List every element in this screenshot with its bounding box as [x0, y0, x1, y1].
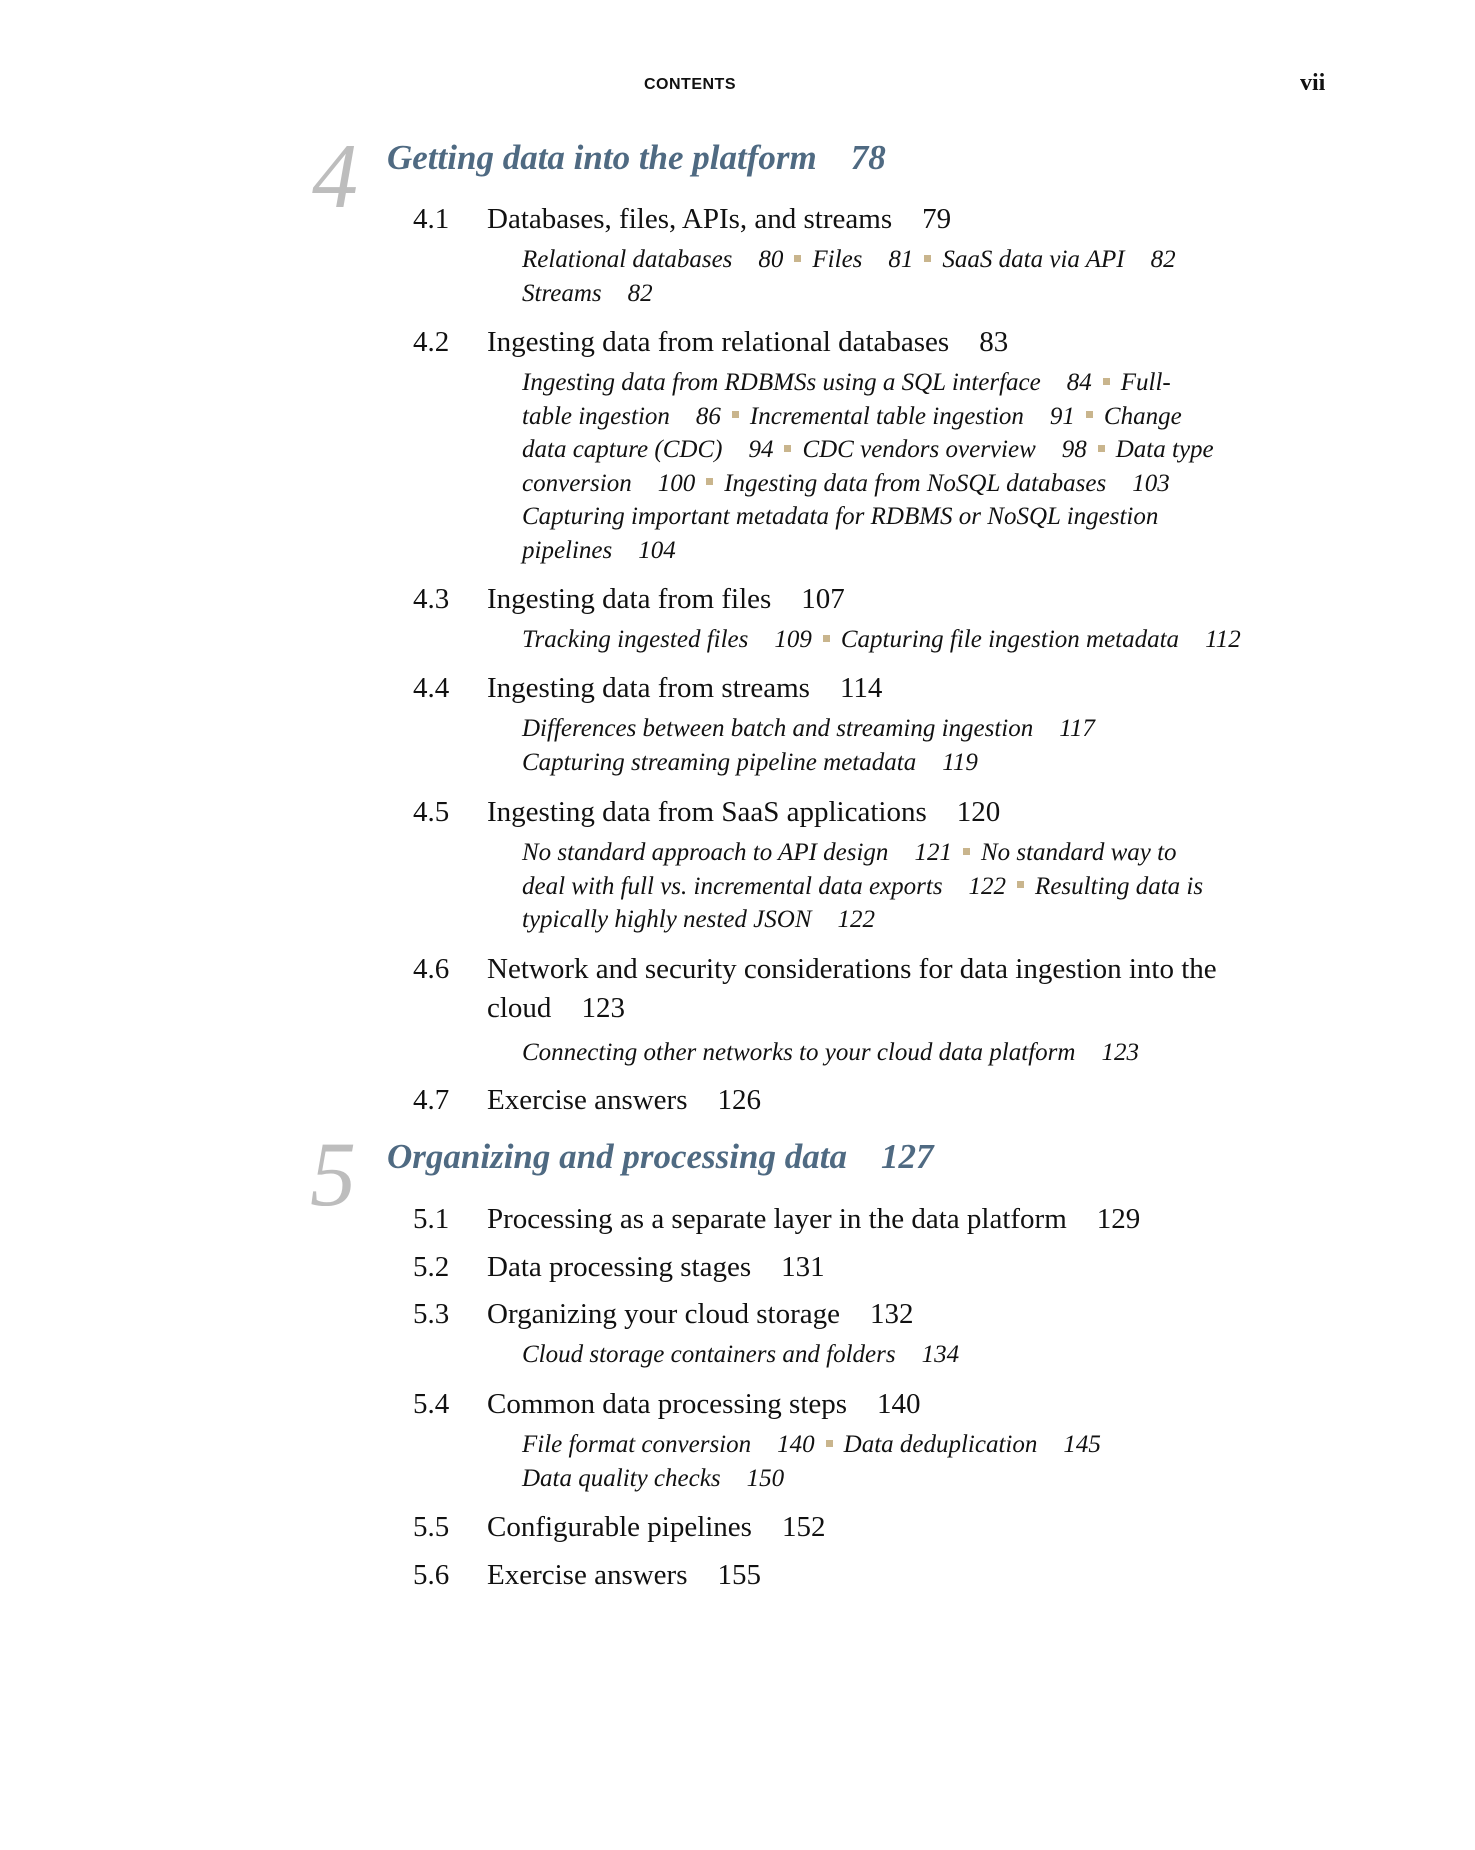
subsection-title: SaaS data via API	[942, 246, 1125, 273]
bullet-separator-icon	[794, 255, 801, 262]
subsection-title: No standard approach to API design	[522, 839, 889, 866]
subsection-title: File format conversion	[522, 1431, 752, 1458]
subsection-list	[522, 1036, 1282, 1070]
subsection-line	[522, 712, 1282, 746]
subsection-page-number: 117	[1059, 715, 1095, 742]
section-number: 4.5	[413, 796, 450, 828]
section-number: 4.1	[413, 203, 450, 235]
subsection-title: Cloud storage containers and folders	[522, 1341, 896, 1368]
chapter-title: Organizing and processing data	[387, 1137, 847, 1176]
subsection-title: Ingesting data from NoSQL databases	[724, 469, 1107, 497]
subsection-entry[interactable]	[841, 626, 1241, 653]
subsection-entry[interactable]	[942, 246, 1175, 273]
subsection-line	[522, 836, 1282, 870]
bullet-separator-icon	[706, 478, 713, 485]
bullet-separator-icon	[826, 1440, 833, 1447]
subsection-line	[522, 1462, 1282, 1496]
section-title: Ingesting data from files	[487, 583, 772, 615]
section-title: Network and security considerations for data ingestion into the cloud	[487, 953, 1217, 1024]
subsection-title: Change	[1103, 402, 1182, 430]
subsection-entry[interactable]	[1116, 436, 1214, 463]
subsection-line	[522, 1036, 1282, 1070]
section-page-number: 120	[956, 796, 1001, 828]
running-head: CONTENTS	[644, 76, 736, 93]
section-title-block	[487, 1248, 1267, 1287]
subsection-page-number: 122	[968, 872, 1007, 900]
bullet-separator-icon	[1086, 411, 1093, 418]
section-title-block	[487, 580, 1267, 619]
section-number: 5.2	[413, 1251, 450, 1283]
subsection-line	[522, 467, 1282, 501]
subsection-page-number: 145	[1063, 1431, 1101, 1458]
subsection-entry[interactable]	[1035, 873, 1203, 900]
subsection-title: Relational databases	[522, 246, 733, 273]
subsection-entry[interactable]	[522, 280, 653, 307]
section-title-block	[487, 1081, 1267, 1120]
bullet-separator-icon	[784, 445, 791, 452]
subsection-page-number: 100	[657, 469, 696, 497]
subsection-list	[522, 712, 1282, 779]
subsection-line	[522, 623, 1282, 657]
subsection-title: conversion	[522, 469, 632, 497]
subsection-list	[522, 836, 1282, 937]
subsection-page-number: 98	[1061, 436, 1087, 463]
section-title-block	[487, 950, 1227, 1028]
subsection-list	[522, 1428, 1282, 1495]
section-number: 4.2	[413, 326, 450, 358]
subsection-title: Data deduplication	[843, 1431, 1038, 1458]
subsection-entry[interactable]	[750, 403, 1075, 430]
subsection-entry[interactable]	[522, 436, 773, 463]
subsection-page-number: 91	[1049, 402, 1075, 430]
subsection-entry[interactable]	[522, 246, 783, 273]
subsection-line	[522, 277, 1282, 311]
section-number: 5.4	[413, 1388, 450, 1420]
section-number: 5.3	[413, 1298, 450, 1330]
section-number: 5.1	[413, 1203, 450, 1235]
subsection-page-number: 82	[627, 279, 653, 307]
chapter-title: Getting data into the platform	[387, 138, 817, 177]
subsection-entry[interactable]	[522, 1465, 784, 1492]
section-title: Processing as a separate layer in the data platform	[487, 1203, 1067, 1235]
subsection-entry[interactable]	[522, 537, 676, 564]
subsection-line	[522, 500, 1282, 534]
section-title: Exercise answers	[487, 1559, 688, 1591]
section-title-block	[487, 1508, 1267, 1547]
subsection-entry[interactable]	[1121, 369, 1171, 396]
section-number: 4.7	[413, 1084, 450, 1116]
subsection-title: Streams	[522, 279, 602, 307]
subsection-page-number: 94	[748, 436, 774, 463]
subsection-page-number: 122	[837, 906, 876, 933]
subsection-list	[522, 1338, 1282, 1372]
subsection-entry[interactable]	[522, 1431, 815, 1458]
subsection-page-number: 121	[914, 839, 952, 866]
subsection-entry[interactable]	[522, 839, 952, 866]
chapter-page-number: 127	[880, 1137, 934, 1176]
section-title-block	[487, 1556, 1267, 1595]
subsection-page-number: 140	[777, 1431, 815, 1458]
subsection-title: Differences between batch and streaming ingestion	[522, 715, 1034, 742]
subsection-page-number: 81	[888, 246, 914, 273]
subsection-entry[interactable]	[522, 369, 1092, 396]
bullet-separator-icon	[1017, 881, 1024, 888]
section-title: Databases, files, APIs, and streams	[487, 203, 893, 235]
subsection-entry[interactable]	[522, 403, 721, 430]
subsection-line	[522, 1428, 1282, 1462]
section-title-block	[487, 1200, 1267, 1239]
subsection-list	[522, 366, 1282, 567]
subsection-title: Capturing streaming pipeline metadata	[522, 748, 917, 776]
section-page-number: 129	[1096, 1203, 1141, 1235]
subsection-page-number: 82	[1150, 246, 1176, 273]
subsection-entry[interactable]	[812, 246, 913, 273]
subsection-page-number: 84	[1066, 369, 1092, 396]
subsection-title: Data quality checks	[522, 1464, 721, 1492]
bullet-separator-icon	[963, 848, 970, 855]
subsection-line	[522, 433, 1282, 467]
subsection-title: deal with full vs. incremental data exports	[522, 872, 943, 900]
subsection-title: typically highly nested JSON	[522, 906, 812, 933]
subsection-page-number: 86	[695, 402, 721, 430]
subsection-list	[522, 623, 1282, 657]
subsection-line	[522, 870, 1282, 904]
section-title-block	[487, 669, 1267, 708]
chapter-numeral: 4	[312, 125, 358, 227]
subsection-entry[interactable]	[522, 873, 1006, 900]
subsection-line	[522, 534, 1282, 568]
section-title: Ingesting data from relational databases	[487, 326, 950, 358]
subsection-entry[interactable]	[522, 1341, 959, 1368]
subsection-title: Resulting data is	[1035, 872, 1204, 900]
section-title-block	[487, 793, 1267, 832]
subsection-entry[interactable]	[522, 715, 1095, 742]
section-page-number: 131	[781, 1251, 825, 1283]
subsection-entry[interactable]	[1104, 403, 1182, 430]
section-title-block	[487, 1385, 1267, 1424]
section-number: 5.5	[413, 1511, 450, 1543]
section-number: 4.6	[413, 953, 450, 985]
section-title-block	[487, 200, 1267, 239]
section-title: Common data processing steps	[487, 1388, 848, 1420]
section-title: Exercise answers	[487, 1084, 688, 1116]
subsection-entry[interactable]	[522, 626, 812, 653]
section-title: Data processing stages	[487, 1251, 752, 1283]
subsection-title: CDC vendors overview	[802, 436, 1036, 463]
section-page-number: 126	[717, 1084, 761, 1116]
subsection-line	[522, 746, 1282, 780]
section-title-block	[487, 323, 1267, 362]
bullet-separator-icon	[924, 255, 931, 262]
section-page-number: 123	[581, 992, 625, 1024]
section-page-number: 152	[781, 1511, 826, 1543]
subsection-list	[522, 243, 1282, 310]
subsection-title: data capture (CDC)	[522, 436, 723, 463]
subsection-title: Tracking ingested files	[522, 626, 749, 653]
subsection-entry[interactable]	[522, 470, 695, 497]
subsection-title: Full-	[1120, 369, 1171, 396]
subsection-title: Connecting other networks to your cloud data platform	[522, 1039, 1076, 1066]
chapter-numeral: 5	[310, 1123, 356, 1225]
subsection-entry[interactable]	[844, 1431, 1101, 1458]
subsection-entry[interactable]	[724, 470, 1169, 497]
subsection-title: table ingestion	[522, 402, 670, 430]
section-number: 4.4	[413, 672, 450, 704]
subsection-page-number: 109	[774, 626, 812, 653]
subsection-entry[interactable]	[522, 503, 1158, 530]
section-title: Ingesting data from SaaS applications	[487, 796, 927, 828]
subsection-page-number: 119	[942, 748, 978, 776]
subsection-line	[522, 400, 1282, 434]
page-number: vii	[1300, 70, 1326, 96]
subsection-title: Capturing important metadata for RDBMS or NoSQL ingestion	[522, 503, 1159, 530]
chapter-title-link[interactable]	[387, 138, 886, 178]
section-title-block	[487, 1295, 1267, 1334]
subsection-entry[interactable]	[802, 436, 1086, 463]
subsection-page-number: 134	[921, 1341, 960, 1368]
subsection-line	[522, 243, 1282, 277]
subsection-entry[interactable]	[522, 906, 875, 933]
bullet-separator-icon	[732, 411, 739, 418]
section-page-number: 114	[839, 672, 883, 704]
section-title: Configurable pipelines	[487, 1511, 752, 1543]
subsection-page-number: 80	[758, 246, 784, 273]
subsection-title: Capturing file ingestion metadata	[840, 626, 1180, 653]
bullet-separator-icon	[1098, 445, 1105, 452]
subsection-page-number: 112	[1205, 626, 1241, 653]
section-title: Ingesting data from streams	[487, 672, 810, 704]
section-page-number: 155	[717, 1559, 761, 1591]
subsection-title: Data type	[1115, 436, 1214, 463]
subsection-page-number: 103	[1132, 469, 1170, 497]
section-page-number: 83	[979, 326, 1009, 358]
subsection-title: Files	[812, 246, 863, 273]
subsection-title: pipelines	[522, 536, 613, 564]
subsection-line	[522, 366, 1282, 400]
subsection-page-number: 150	[746, 1464, 785, 1492]
section-page-number: 107	[801, 583, 845, 615]
section-number: 5.6	[413, 1559, 450, 1591]
bullet-separator-icon	[1103, 378, 1110, 385]
bullet-separator-icon	[823, 635, 830, 642]
subsection-page-number: 104	[638, 536, 676, 564]
section-entry[interactable]	[413, 950, 1313, 1028]
subsection-entry[interactable]	[981, 839, 1177, 866]
subsection-title: No standard way to	[980, 839, 1177, 866]
chapter-title-link[interactable]	[387, 1137, 933, 1177]
chapter-page-number: 78	[850, 138, 886, 177]
subsection-entry[interactable]	[522, 749, 978, 776]
subsection-page-number: 123	[1101, 1039, 1139, 1066]
subsection-line	[522, 903, 1282, 937]
subsection-title: Ingesting data from RDBMSs using a SQL interface	[522, 369, 1041, 396]
section-page-number: 132	[870, 1298, 914, 1330]
section-page-number: 79	[922, 203, 952, 235]
section-title: Organizing your cloud storage	[487, 1298, 841, 1330]
section-number: 4.3	[413, 583, 450, 615]
subsection-line	[522, 1338, 1282, 1372]
subsection-entry[interactable]	[522, 1039, 1139, 1066]
subsection-title: Incremental table ingestion	[749, 402, 1024, 430]
section-page-number: 140	[877, 1388, 921, 1420]
